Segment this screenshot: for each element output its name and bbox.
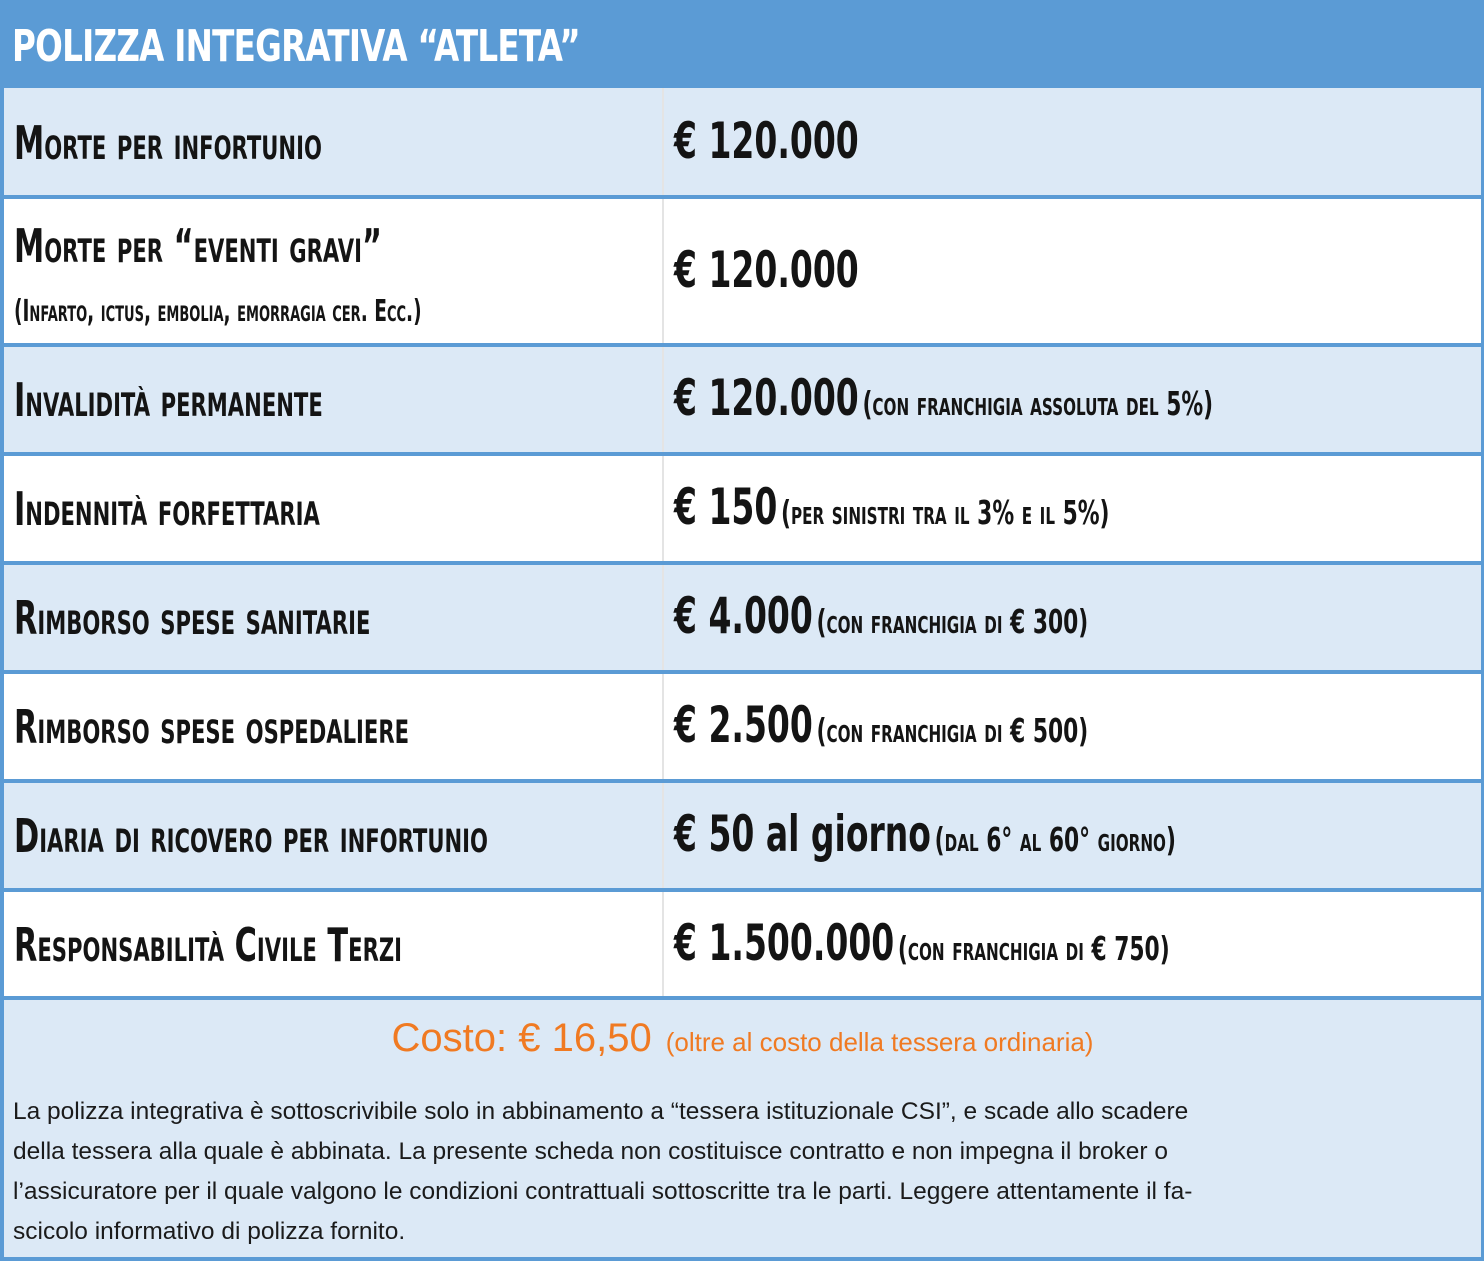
disclaimer-line: scicolo informativo di polizza fornito.	[13, 1218, 406, 1245]
coverage-value	[674, 369, 1213, 427]
coverage-extra: (per sinistri tra il 3% e il 5%)	[781, 493, 1110, 532]
coverage-label: Morte per “eventi gravi”	[14, 219, 382, 273]
coverage-amount: € 150	[674, 478, 778, 536]
coverage-value-cell	[664, 199, 1481, 343]
coverage-extra: (dal 6° al 60° giorno)	[934, 820, 1176, 859]
coverage-value	[674, 805, 1176, 863]
coverage-amount: € 50 al giorno	[674, 805, 931, 863]
coverage-value-cell	[664, 88, 1481, 195]
disclaimer-line: l’assicuratore per il quale valgono le condizioni contrattuali sottoscritte tra le parti. Leggere attentamente il fa-	[13, 1178, 1193, 1205]
disclaimer	[13, 1092, 1463, 1252]
cost-note: (oltre al costo della tessera ordinaria)	[665, 1027, 1094, 1057]
coverage-label: Rimborso spese sanitarie	[14, 591, 371, 645]
coverage-amount: € 120.000	[674, 369, 859, 427]
coverage-value	[674, 241, 859, 299]
coverage-value	[674, 478, 1110, 536]
coverage-label: Responsabilità Civile Terzi	[14, 918, 403, 972]
coverage-label-cell	[4, 347, 664, 452]
table-row	[4, 892, 1481, 1000]
coverage-note: (Infarto, ictus, embolia, emorragia cer. Ecc.)	[14, 294, 422, 329]
coverage-value-cell	[664, 892, 1481, 996]
coverage-amount: € 1.500.000	[674, 914, 895, 972]
coverage-amount: € 2.500	[674, 696, 813, 754]
coverage-amount: € 4.000	[674, 587, 813, 645]
coverage-value-cell	[664, 456, 1481, 561]
coverage-extra: (con franchigia di € 750)	[897, 929, 1170, 968]
policy-title: POLIZZA INTEGRATIVA “ATLETA”	[12, 21, 580, 72]
coverage-value-cell	[664, 783, 1481, 888]
coverage-label: Invalidità permanente	[14, 373, 323, 427]
coverage-value	[674, 696, 1088, 754]
coverage-label-cell	[4, 565, 664, 670]
table-row	[4, 674, 1481, 783]
table-row	[4, 456, 1481, 565]
table-row	[4, 199, 1481, 347]
coverage-label: Diaria di ricovero per infortunio	[14, 809, 488, 863]
coverage-extra: (con franchigia assoluta del 5%)	[862, 384, 1214, 423]
coverage-label-cell	[4, 456, 664, 561]
coverage-label-cell	[4, 88, 664, 195]
coverage-label-cell	[4, 783, 664, 888]
coverage-amount: € 120.000	[674, 112, 859, 170]
coverage-value	[674, 112, 859, 170]
coverage-extra: (con franchigia di € 300)	[816, 602, 1089, 641]
coverage-label: Indennità forfettaria	[14, 482, 320, 536]
policy-footer	[4, 1000, 1481, 1257]
coverage-value	[674, 914, 1170, 972]
table-row	[4, 783, 1481, 892]
coverage-extra: (con franchigia di € 500)	[816, 711, 1089, 750]
coverage-label-cell	[4, 674, 664, 779]
cost-amount: Costo: € 16,50	[391, 1016, 652, 1060]
table-row	[4, 88, 1481, 199]
coverage-label: Rimborso spese ospedaliere	[14, 700, 410, 754]
table-row	[4, 565, 1481, 674]
title-bar	[0, 0, 1484, 88]
coverage-amount: € 120.000	[674, 241, 859, 299]
coverage-value-cell	[664, 674, 1481, 779]
coverage-value	[674, 587, 1088, 645]
disclaimer-line: della tessera alla quale è abbinata. La presente scheda non costituisce contratto e non impegna il broker o	[13, 1138, 1168, 1165]
coverage-value-cell	[664, 565, 1481, 670]
coverage-value-cell	[664, 347, 1481, 452]
coverage-label-cell	[4, 199, 664, 343]
disclaimer-line: La polizza integrativa è sottoscrivibile solo in abbinamento a “tessera istituzionale CSI”, e scade allo scadere	[13, 1098, 1189, 1125]
table-row	[4, 347, 1481, 456]
coverage-label-cell	[4, 892, 664, 996]
coverage-label: Morte per infortunio	[14, 116, 322, 170]
cost-line	[4, 1016, 1481, 1061]
